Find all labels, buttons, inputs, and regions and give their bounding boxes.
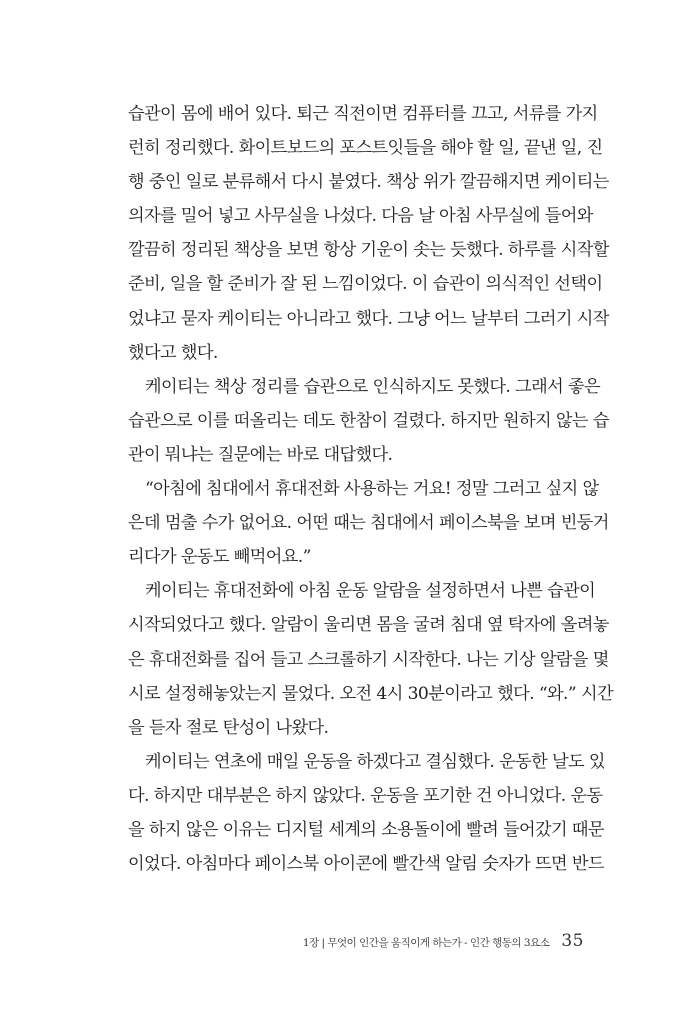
paragraph-2 [128, 370, 609, 472]
text-line: 준비, 일을 할 준비가 잘 된 느낌이었다. 이 습관이 의식적인 선택이 [128, 274, 603, 295]
text-line: 케이티는 책상 정리를 습관으로 인식하지도 못했다. 그래서 좋은 [145, 376, 600, 397]
paragraph-4 [128, 574, 613, 744]
text-line: 다. 하지만 대부분은 하지 않았다. 운동을 포기한 건 아니었다. 운동 [128, 785, 603, 806]
page-number: 35 [561, 931, 584, 951]
running-head: 1장 | 무엇이 인간을 움직이게 하는가 - 인간 행동의 3요소 [302, 937, 550, 949]
paragraph-3-quote [128, 472, 609, 574]
text-line: 을 하지 않은 이유는 디지털 세계의 소용돌이에 빨려 들어갔기 때문 [128, 819, 604, 840]
text-line: 관이 뭐냐는 질문에는 바로 대답했다. [128, 444, 393, 465]
paragraph-1 [128, 97, 609, 370]
text-line: 었냐고 묻자 케이티는 아니라고 했다. 그냥 어느 날부터 그러기 시작 [128, 308, 609, 329]
text-line: 시로 설정해놓았는지 물었다. 오전 4시 30분이라고 했다. “와.” 시간 [128, 683, 613, 704]
text-line: 습관으로 이를 떠올리는 데도 한참이 걸렸다. 하지만 원하지 않는 습 [128, 410, 609, 431]
text-line: 을 듣자 절로 탄성이 나왔다. [128, 717, 329, 738]
text-line: 은데 멈출 수가 없어요. 어떤 때는 침대에서 페이스북을 보며 빈둥거 [128, 513, 609, 534]
text-line: 런히 정리했다. 화이트보드의 포스트잇들을 해야 할 일, 끝낸 일, 진 [128, 138, 603, 159]
text-line: 이었다. 아침마다 페이스북 아이콘에 빨간색 알림 숫자가 뜨면 반드 [128, 854, 604, 875]
text-line: 행 중인 일로 분류해서 다시 붙였다. 책상 위가 깔끔해지면 케이티는 [128, 172, 609, 193]
paragraph-5 [128, 745, 605, 881]
body-text [128, 97, 613, 881]
text-line: “아침에 침대에서 휴대전화 사용하는 거요! 정말 그러고 싶지 않 [145, 479, 599, 500]
text-line: 은 휴대전화를 집어 들고 스크롤하기 시작한다. 나는 기상 알람을 몇 [128, 649, 609, 670]
text-line: 습관이 몸에 배어 있다. 퇴근 직전이면 컴퓨터를 끄고, 서류를 가지 [128, 104, 598, 124]
text-line: 의자를 밀어 넣고 사무실을 나섰다. 다음 날 아침 사무실에 들어와 [128, 206, 593, 227]
text-line: 시작되었다고 했다. 알람이 울리면 몸을 굴려 침대 옆 탁자에 올려놓 [128, 615, 609, 636]
text-line: 리다가 운동도 빼먹어요.” [128, 547, 311, 568]
text-line: 깔끔히 정리된 책상을 보면 항상 기운이 솟는 듯했다. 하루를 시작할 [128, 240, 609, 261]
page-footer [284, 931, 584, 955]
text-line: 케이티는 휴대전화에 아침 운동 알람을 설정하면서 나쁜 습관이 [145, 581, 596, 602]
text-line: 케이티는 연초에 매일 운동을 하겠다고 결심했다. 운동한 날도 있 [145, 751, 605, 772]
text-line: 했다고 했다. [128, 342, 218, 363]
